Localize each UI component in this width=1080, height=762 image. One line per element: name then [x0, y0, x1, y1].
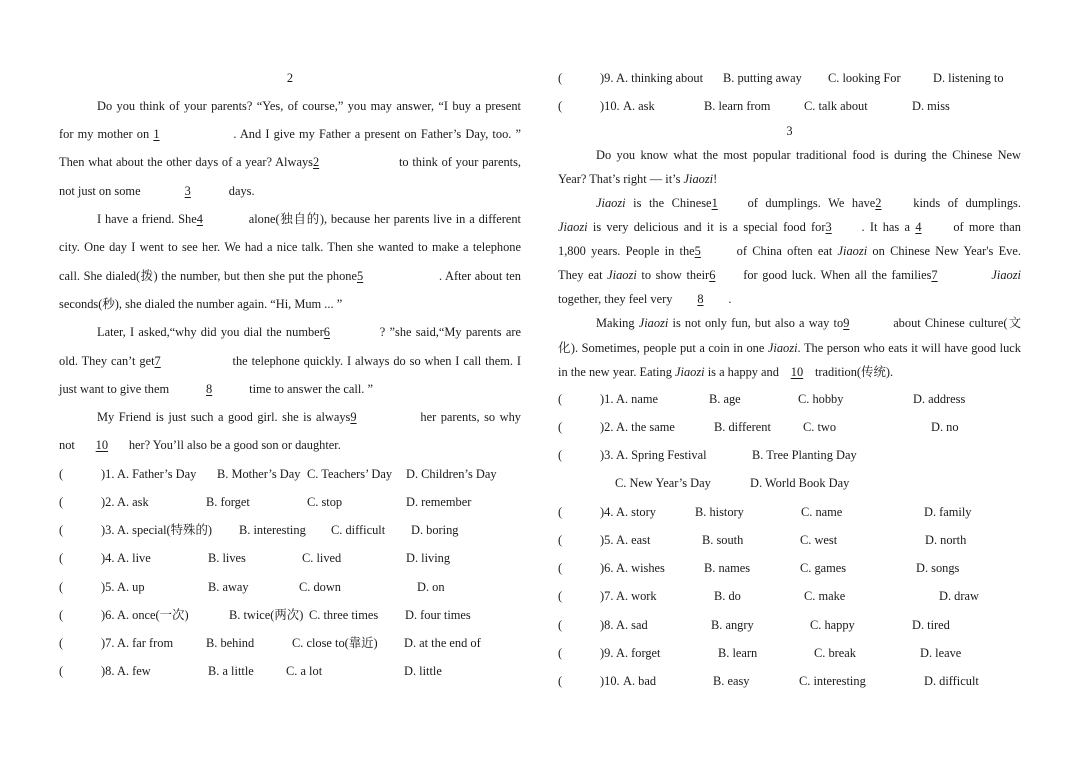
option-d[interactable]: D. four times [405, 608, 471, 622]
option-c[interactable]: C. name [801, 505, 843, 519]
text-line: Making Jiaozi is not only fun, but also a way to9 about Chinese culture(文 [596, 316, 1021, 330]
blank-2: 2 [875, 196, 882, 210]
option-d[interactable]: D. songs [916, 561, 960, 575]
question-row: ( )9. A. thinking about B. putting away C. looking For D. listening to [558, 71, 1004, 85]
blank-3: 3 [184, 184, 191, 198]
text-line: Jiaozi is very delicious and it is a special food for3 . It has a 4 of more than [558, 220, 1021, 234]
option-d[interactable]: D. family [924, 505, 972, 519]
section-number: 3 [786, 124, 793, 138]
question-row: ( )3. A. special(特殊的) B. interesting C. difficult D. boring [59, 523, 459, 537]
option-c[interactable]: C. three times [309, 608, 379, 622]
option-a[interactable]: A. east [616, 533, 651, 547]
option-b[interactable]: B. do [714, 589, 741, 603]
option-d[interactable]: D. difficult [924, 674, 979, 688]
option-a[interactable]: A. Spring Festival [616, 448, 707, 462]
option-a[interactable]: A. special(特殊的) [117, 523, 212, 537]
text-line: I have a friend. She4 alone(独自的), because her parents live in a different [97, 212, 521, 226]
option-b[interactable]: B. Tree Planting Day [752, 448, 857, 462]
option-c[interactable]: C. happy [810, 618, 855, 632]
option-d[interactable]: D. at the end of [404, 636, 481, 650]
option-a[interactable]: A. once(一次) [117, 608, 189, 622]
question-row: ( )8. A. few B. a little C. a lot D. little [59, 664, 442, 678]
text-line: city. One day I went to see her. We had a nice talk. Then she wanted to make a telephone [59, 240, 521, 254]
text-line: Then what about the other days of a year? Always2 to think of your parents, [59, 155, 521, 169]
question-row: ( )8. A. sad B. angry C. happy D. tired [558, 618, 950, 632]
option-b[interactable]: B. behind [206, 636, 255, 650]
option-a[interactable]: A. ask [623, 99, 655, 113]
blank-5: 5 [356, 269, 364, 283]
blank-6: 6 [709, 268, 716, 282]
blank-8: 8 [206, 382, 213, 396]
question-row: ( )1. A. name B. age C. hobby D. address [558, 392, 966, 406]
text-line: Later, I asked,“why did you dial the number6 ? ”she said,“My parents are [97, 325, 521, 339]
option-d[interactable]: D. living [406, 551, 451, 565]
blank-1: 1 [153, 127, 160, 141]
option-b[interactable]: B. easy [713, 674, 750, 688]
option-c[interactable]: C. close to(靠近) [292, 636, 378, 650]
option-d[interactable]: D. leave [920, 646, 962, 660]
option-c[interactable]: C. a lot [286, 664, 323, 678]
option-c[interactable]: C. difficult [331, 523, 386, 537]
option-a[interactable]: A. ask [117, 495, 149, 509]
blank-1: 1 [711, 196, 718, 210]
text-line: not 10 her? You’ll also be a good son or daughter. [59, 438, 341, 452]
question-row: ( )7. A. work B. do C. make D. draw [558, 589, 979, 603]
option-a[interactable]: A. wishes [616, 561, 665, 575]
question-row: ( )3. A. Spring Festival B. Tree Planting Day [558, 448, 857, 462]
blank-10: 10 [95, 438, 109, 452]
option-a[interactable]: A. the same [616, 420, 675, 434]
text-line: Do you know what the most popular traditional food is during the Chinese New [596, 148, 1021, 162]
option-a[interactable]: A. up [117, 580, 145, 594]
blank-9: 9 [350, 410, 357, 424]
question-row: ( )4. A. story B. history C. name D. family [558, 505, 972, 519]
option-a[interactable]: A. far from [117, 636, 174, 650]
option-b[interactable]: B. angry [711, 618, 754, 632]
option-d[interactable]: D. on [417, 580, 445, 594]
option-b[interactable]: B. south [702, 533, 744, 547]
option-b[interactable]: B. age [709, 392, 741, 406]
text-line: for my mother on 1 . And I give my Father a present on Father’s Day, too. ” [59, 127, 521, 141]
option-b[interactable]: B. lives [208, 551, 246, 565]
blank-7: 7 [931, 268, 938, 282]
option-c[interactable]: C. Teachers’ Day [307, 467, 393, 481]
option-c[interactable]: C. west [800, 533, 838, 547]
option-c[interactable]: C. two [803, 420, 837, 434]
question-row-continued [558, 475, 1021, 491]
question-row: ( )6. A. once(一次) B. twice(两次) C. three times D. four times [59, 608, 471, 622]
option-b[interactable]: B. learn [718, 646, 758, 660]
option-d[interactable]: D. remember [406, 495, 472, 509]
option-b[interactable]: B. putting away [723, 71, 802, 85]
option-c[interactable]: C. break [814, 646, 856, 660]
text-line: in the new year. Eating Jiaozi is a happy and 10 tradition(传统). [558, 365, 894, 379]
option-c[interactable]: C. interesting [799, 674, 866, 688]
blank-2: 2 [312, 155, 320, 169]
option-b[interactable]: B. learn from [704, 99, 771, 113]
option-c[interactable]: C. down [299, 580, 341, 594]
blank-8: 8 [697, 292, 704, 306]
question-row: ( )2. A. the same B. different C. two D. no [558, 420, 959, 434]
option-c[interactable]: C. talk about [804, 99, 868, 113]
option-b[interactable]: B. different [714, 420, 771, 434]
option-d[interactable]: D. no [931, 420, 959, 434]
option-d[interactable]: D. World Book Day [750, 476, 850, 490]
option-c[interactable]: C. games [800, 561, 847, 575]
text-line: They eat Jiaozi to show their6 for good luck. When all the families7 Jiaozi [558, 268, 1022, 282]
option-a[interactable]: A. work [616, 589, 657, 603]
option-d[interactable]: D. north [925, 533, 967, 547]
blank-10: 10 [790, 365, 804, 379]
option-d[interactable]: D. boring [411, 523, 459, 537]
blank-4: 4 [915, 220, 922, 234]
option-c[interactable]: C. stop [307, 495, 343, 509]
text-line: just want to give them 8 time to answer the call. ” [59, 382, 373, 396]
question-row: ( )10. A. bad B. easy C. interesting D. difficult [558, 674, 979, 688]
text-line: old. They can’t get7 the telephone quickly. I always do so when I call them. I [59, 354, 521, 368]
option-d[interactable]: D. little [404, 664, 442, 678]
option-a[interactable]: A. thinking about [616, 71, 704, 85]
option-b[interactable]: B. names [704, 561, 751, 575]
option-d[interactable]: D. draw [939, 589, 979, 603]
blank-3: 3 [825, 220, 832, 234]
text-line: 化). Sometimes, people put a coin in one Jiaozi. The person who eats it will have good luck [558, 341, 1021, 355]
text-line: not just on some 3 days. [59, 184, 255, 198]
option-d[interactable]: D. miss [912, 99, 950, 113]
blank-6: 6 [323, 325, 330, 339]
blank-5: 5 [694, 244, 701, 258]
option-a[interactable]: A. Father’s Day [117, 467, 197, 481]
option-c[interactable]: C. New Year’s Day [615, 476, 711, 490]
option-d[interactable]: D. listening to [933, 71, 1004, 85]
text-line: together, they feel very 8 . [558, 292, 732, 306]
option-a[interactable]: A. name [616, 392, 658, 406]
blank-4: 4 [196, 212, 203, 226]
option-b[interactable]: B. away [208, 580, 249, 594]
question-row: ( )1. A. Father’s Day B. Mother’s Day C. Teachers’ Day D. Children’s Day [59, 467, 497, 481]
option-a[interactable]: A. bad [623, 674, 657, 688]
blank-7: 7 [154, 354, 161, 368]
option-a[interactable]: A. live [117, 551, 151, 565]
option-d[interactable]: D. tired [912, 618, 950, 632]
option-a[interactable]: A. sad [616, 618, 648, 632]
question-row: ( )9. A. forget B. learn C. break D. leave [558, 646, 962, 660]
option-c[interactable]: C. make [804, 589, 846, 603]
question-row: ( )10. A. ask B. learn from C. talk about D. miss [558, 99, 950, 113]
question-row: ( )7. A. far from B. behind C. close to(靠近) D. at the end of [59, 636, 481, 650]
option-b[interactable]: B. interesting [239, 523, 306, 537]
option-b[interactable]: B. twice(两次) [229, 608, 304, 622]
question-row: ( )2. A. ask B. forget C. stop D. remember [59, 495, 472, 509]
blank-9: 9 [843, 316, 850, 330]
option-c[interactable]: C. hobby [798, 392, 844, 406]
option-a[interactable]: A. forget [616, 646, 661, 660]
option-b[interactable]: B. forget [206, 495, 250, 509]
option-c[interactable]: C. looking For [828, 71, 901, 85]
option-d[interactable]: D. Children’s Day [406, 467, 497, 481]
question-row: ( )4. A. live B. lives C. lived D. living [59, 551, 451, 565]
option-a[interactable]: A. few [117, 664, 151, 678]
option-d[interactable]: D. address [913, 392, 966, 406]
text-line: call. She dialed(拨) the number, but then she put the phone5 . After about ten [59, 269, 521, 283]
text-line: 1,800 years. People in the5 of China often eat Jiaozi on Chinese New Year's Eve. [558, 244, 1021, 258]
option-a[interactable]: A. story [616, 505, 656, 519]
text-line: My Friend is just such a good girl. she is always9 her parents, so why [97, 410, 521, 424]
text-line: Do you think of your parents? “Yes, of course,” you may answer, “I buy a present [97, 99, 521, 113]
section-number: 2 [286, 71, 294, 85]
option-b[interactable]: B. history [695, 505, 744, 519]
option-b[interactable]: B. a little [208, 664, 254, 678]
text-line: seconds(秒), she dialed the number again. “Hi, Mum ... ” [59, 297, 343, 311]
text-line: Jiaozi is the Chinese1 of dumplings. We have2 kinds of dumplings. [596, 196, 1021, 210]
question-row: ( )5. A. east B. south C. west D. north [558, 533, 967, 547]
option-b[interactable]: B. Mother’s Day [217, 467, 301, 481]
text-line: Year? That’s right — it’s Jiaozi! [558, 172, 718, 186]
question-row: ( )6. A. wishes B. names C. games D. songs [558, 561, 960, 575]
option-c[interactable]: C. lived [302, 551, 342, 565]
question-row: ( )5. A. up B. away C. down D. on [59, 580, 445, 594]
